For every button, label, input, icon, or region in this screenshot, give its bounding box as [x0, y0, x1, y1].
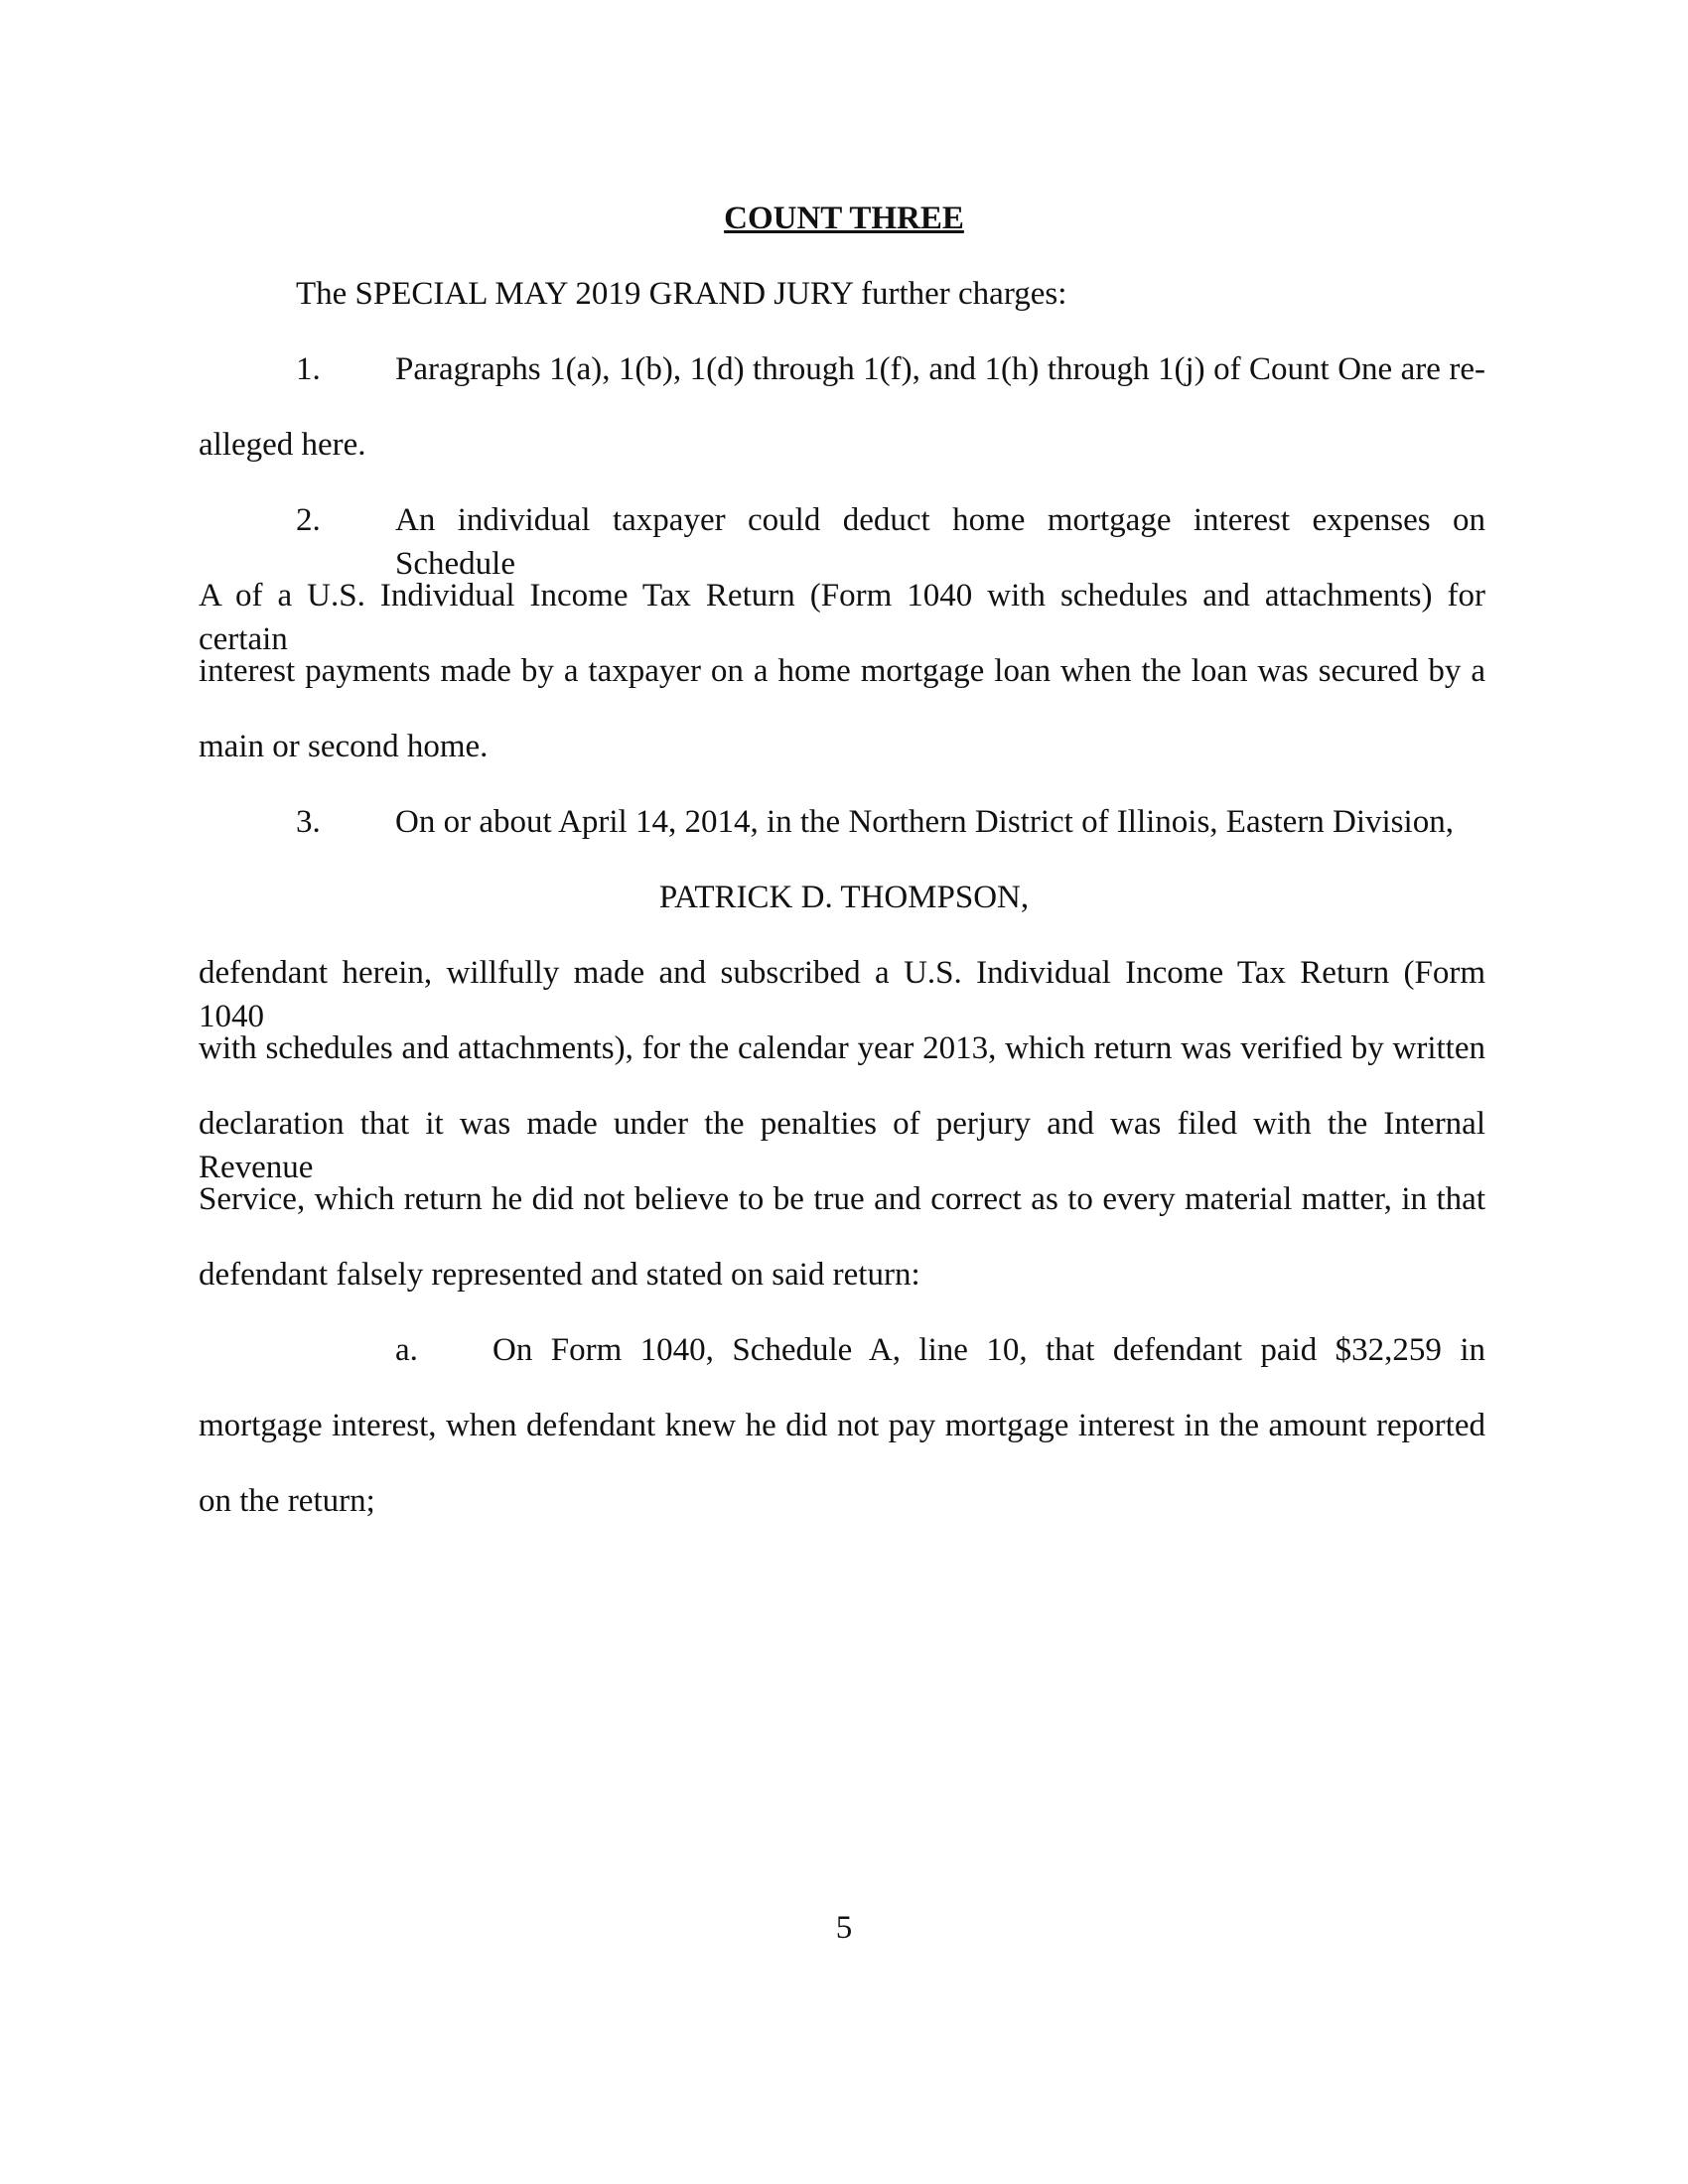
paragraph-3-line-6: defendant falsely represented and stated on said return: — [199, 1257, 920, 1293]
intro-text: The SPECIAL MAY 2019 GRAND JURY further charges: — [296, 276, 1067, 312]
paragraph-number-1: 1. — [296, 351, 321, 387]
paragraph-number-3: 3. — [296, 804, 321, 840]
paragraph-1-line-1: Paragraphs 1(a), 1(b), 1(d) through 1(f), and 1(h) through 1(j) of Count One are re- — [395, 351, 1485, 387]
paragraph-2-line-3: interest payments made by a taxpayer on a home mortgage loan when the loan was secured by a — [199, 653, 1485, 689]
paragraph-3-line-4: declaration that it was made under the penalties of perjury and was filed with the Internal Revenue — [199, 1106, 1485, 1185]
paragraph-number-2: 2. — [296, 502, 321, 538]
subparagraph-letter-a: a. — [395, 1332, 418, 1368]
paragraph-3-line-5: Service, which return he did not believe to be true and correct as to every material matter, in that — [199, 1181, 1485, 1217]
paragraph-3-line-1: On or about April 14, 2014, in the Northern District of Illinois, Eastern Division, — [395, 804, 1454, 840]
paragraph-2-line-1: An individual taxpayer could deduct home mortgage interest expenses on Schedule — [395, 502, 1485, 582]
count-heading: COUNT THREE — [724, 201, 964, 236]
defendant-name: PATRICK D. THOMPSON, — [658, 880, 1030, 915]
paragraph-2-line-2: A of a U.S. Individual Income Tax Return (Form 1040 with schedules and attachments) for certain — [199, 578, 1485, 657]
page-number: 5 — [835, 1910, 853, 1946]
subparagraph-a-line-3: on the return; — [199, 1483, 375, 1519]
subparagraph-a-line-1: On Form 1040, Schedule A, line 10, that defendant paid $32,259 in — [492, 1332, 1485, 1368]
paragraph-3-line-2: defendant herein, willfully made and subscribed a U.S. Individual Income Tax Return (Form 1040 — [199, 955, 1485, 1034]
paragraph-1-line-2: alleged here. — [199, 427, 366, 463]
subparagraph-a-line-2: mortgage interest, when defendant knew he did not pay mortgage interest in the amount reported — [199, 1408, 1485, 1443]
paragraph-3-line-3: with schedules and attachments), for the calendar year 2013, which return was verified by written — [199, 1030, 1485, 1066]
paragraph-2-line-4: main or second home. — [199, 729, 489, 764]
